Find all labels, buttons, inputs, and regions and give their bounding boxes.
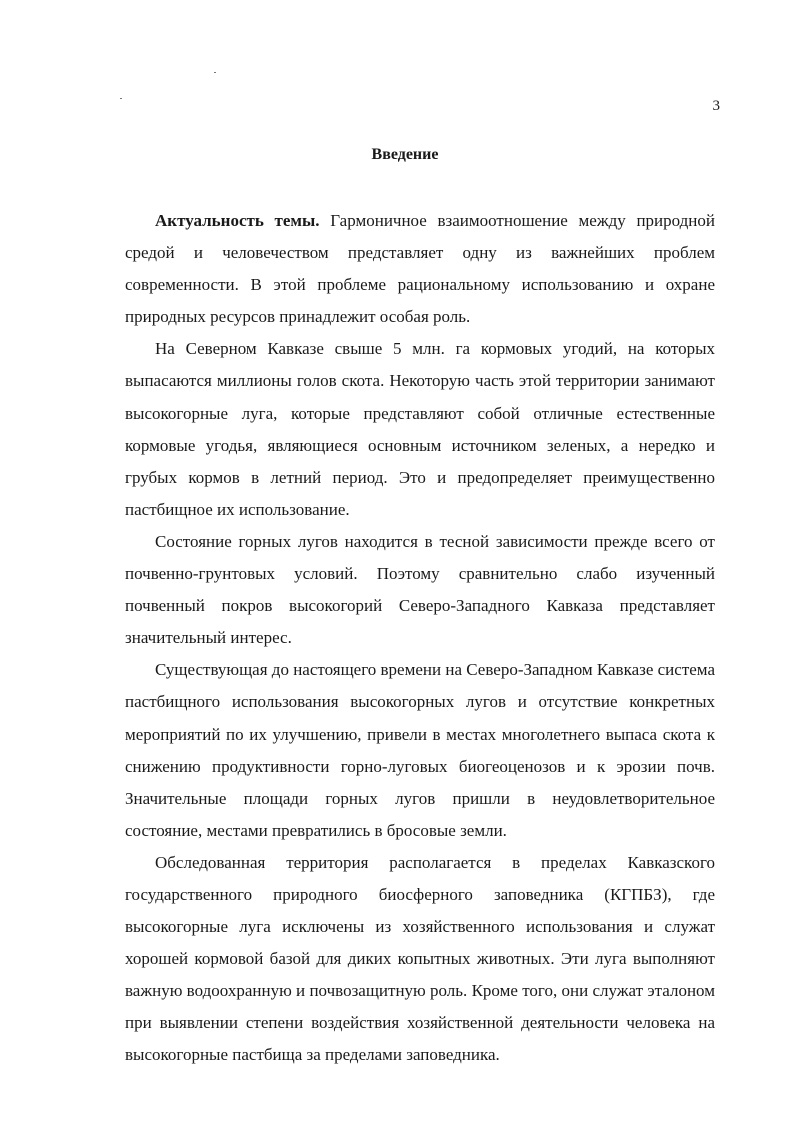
paragraph-meadow-state: Состояние горных лугов находится в тесной зависимости прежде всего от почвенно-грунтовых условий. Поэтому сравнительно слабо изученный почвенный покров высокогорий Северо-Западного Кавказа представляет значительный интерес.	[125, 531, 715, 648]
page-number: 3	[712, 98, 720, 114]
section-title: Введение	[371, 146, 439, 163]
body-text	[125, 205, 715, 1072]
paragraph-grazing-system: Существующая до настоящего времени на Северо-Западном Кавказе система пастбищного использования высокогорных лугов и отсутствие конкретных мероприятий по их улучшению, привели в местах многолетнего выпаса скота к снижению продуктивности горно-луговых биогеоценозов и к эрозии почв. Значительные площади горных лугов пришли в неудовлетворительное состояние, местами превратились в бросовые земли.	[125, 660, 715, 840]
paragraph-pastures: На Северном Кавказе свыше 5 млн. га кормовых угодий, на которых выпасаются миллионы голов скота. Некоторую часть этой территории занимают высокогорные луга, которые представляют собой отличные естественные кормовые угодья, являющиеся основным источником зеленых, а нередко и грубых кормов в летний период. Это и предопределяет преимущественно пастбищное их использование.	[125, 339, 715, 519]
scan-speck	[120, 98, 122, 99]
paragraph-study-area: Обследованная территория располагается в пределах Кавказского государственного природного биосферного заповедника (КГПБЗ), где высокогорные луга исключены из хозяйственного использования и служат хорошей кормовой базой для диких копытных животных. Эти луга выполняют важную водоохранную и почвозащитную роль. Кроме того, они служат эталоном при выявлении степени воздействия хозяйственной деятельности человека на высокогорные пастбища за пределами заповедника.	[125, 852, 715, 1065]
paragraph-relevance	[125, 205, 715, 333]
scan-speck	[214, 72, 216, 73]
paragraph-lead-in: Актуальность темы.	[155, 211, 320, 230]
paragraph-text: Гармоничное взаимоотношение между природной средой и человечеством представляет одну из важнейших проблем современности. В этой проблеме рациональному использованию и охране природных ресурсов принадлежит особая роль.	[125, 211, 716, 327]
